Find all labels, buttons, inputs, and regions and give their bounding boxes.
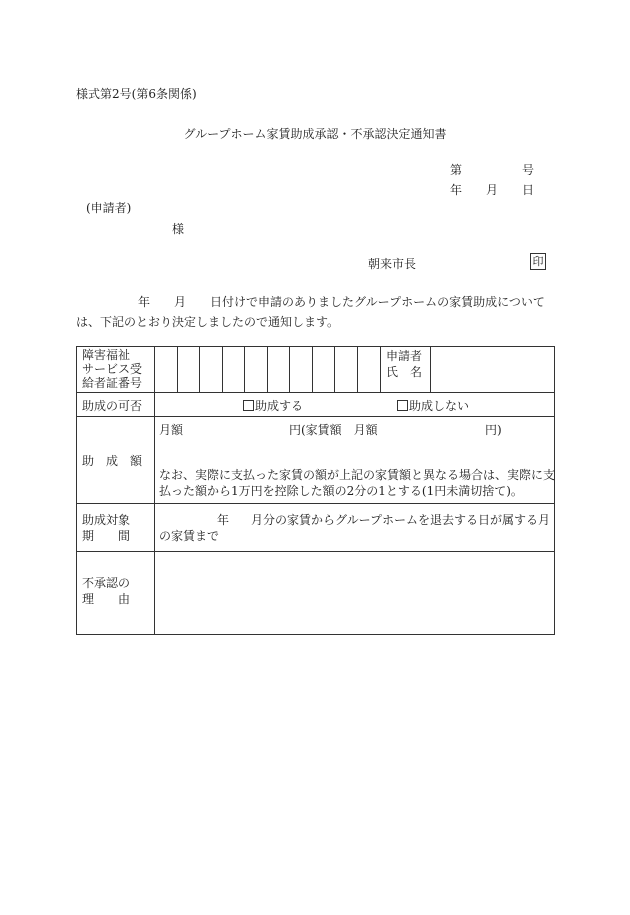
cert-number-label: [82, 348, 142, 390]
reject-label: 助成しない: [409, 399, 470, 413]
doc-number-suffix: 号: [522, 163, 535, 177]
applicant-name-label: [386, 348, 422, 380]
approve-checkbox[interactable]: [243, 400, 254, 411]
cert-label-line1: 障害福祉: [82, 348, 131, 362]
issuer-name: 朝来市長: [368, 257, 417, 271]
date-year: 年: [450, 183, 463, 197]
rent-monthly-label: 円(家賃額 月額: [289, 423, 378, 437]
period-line2: の家賃まで: [159, 529, 220, 543]
date-day: 日: [522, 183, 535, 197]
form-number: 様式第2号(第6条関係): [76, 87, 197, 101]
reason-label-line1: 不承認の: [82, 576, 131, 590]
period-year: 年: [217, 513, 230, 527]
amount-note-line2: 払った額から1万円を控除した額の2分の1とする(1円未満切捨て)。: [159, 484, 523, 498]
body-year: 年: [138, 295, 151, 309]
body-month: 月: [174, 295, 187, 309]
applicant-name-label-line2: 氏 名: [386, 365, 423, 379]
period-text: [159, 512, 550, 544]
reason-label-line2: 理 由: [82, 592, 131, 606]
reason-label: [82, 575, 130, 607]
yen-close: 円): [485, 423, 502, 437]
cert-label-line2: サービス受: [82, 362, 143, 376]
option-reject[interactable]: [397, 397, 469, 414]
cert-label-line3: 給者証番号: [82, 376, 143, 390]
body-text-line1: [76, 293, 545, 310]
date-month: 月: [486, 183, 499, 197]
decision-table: [76, 346, 555, 635]
amount-note: [159, 467, 555, 499]
reject-checkbox[interactable]: [397, 400, 408, 411]
applicant-label: (申請者): [86, 201, 132, 215]
seal-stamp: 印: [530, 253, 546, 270]
option-approve[interactable]: [243, 397, 303, 414]
period-label-line1: 助成対象: [82, 513, 131, 527]
honorific: 様: [172, 222, 185, 236]
body-text-line2: は、下記のとおり決定しましたので通知します。: [76, 315, 340, 329]
body-rest: 日付けで申請のありましたグループホームの家賃助成について: [210, 295, 545, 309]
approval-label: 助成の可否: [82, 399, 143, 413]
period-label-line2: 期 間: [82, 529, 131, 543]
document-title: グループホーム家賃助成承認・不承認決定通知書: [183, 127, 447, 141]
period-label: [82, 512, 130, 544]
applicant-name-label-line1: 申請者: [386, 349, 423, 363]
approve-label: 助成する: [255, 399, 304, 413]
amount-note-line1: なお、実際に支払った家賃の額が上記の家賃額と異なる場合は、実際に支: [159, 468, 556, 482]
amount-label: 助 成 額: [82, 454, 143, 468]
period-line1: 月分の家賃からグループホームを退去する日が属する月: [251, 513, 551, 527]
monthly-amount-label: 月額: [159, 423, 184, 437]
doc-number-prefix: 第: [450, 163, 463, 177]
